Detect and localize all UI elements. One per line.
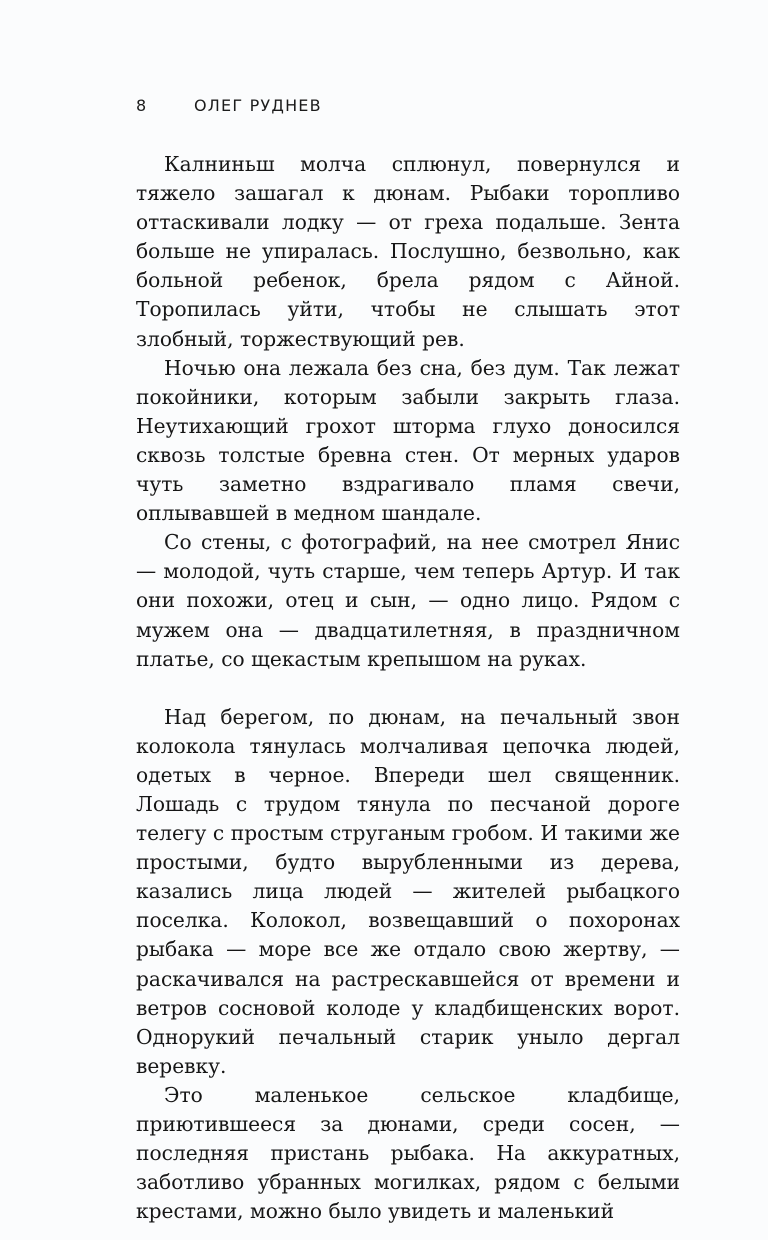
paragraph-2: Ночью она лежала без сна, без дум. Так лежат покойники, которым забыли закрыть глаза. Неутихающий грохот шторма глухо доносился сквозь толстые бревна стен. От мерных ударов чуть заметно вздрагивало пламя свечи, оплывавшей в медном шандале. [136, 355, 680, 526]
paragraph-1: Калниньш молча сплюнул, повернулся и тяжело зашагал к дюнам. Рыбаки торопливо оттаскивали лодку — от греха подальше. Зента больше не упиралась. Послушно, безвольно, как больной ребенок, брела рядом с Айной. Торопилась уйти, чтобы не слышать этот злобный, торжествующий рев. [136, 152, 680, 351]
paragraph-3: Со стены, с фотографий, на нее смотрел Янис — молодой, чуть старше, чем теперь Артур. И так они похожи, отец и сын, — одно лицо. Рядом с мужем она — двадцатилетняя, в праздничном платье, со щекастым крепышом на руках. [136, 530, 680, 671]
body-text [136, 150, 680, 1226]
section-break [136, 674, 680, 703]
paragraph-4: Над берегом, по дюнам, на печальный звон колокола тянулась молчаливая цепочка людей, одетых в черное. Впереди шел священник. Лошадь с трудом тянула по песчаной дороге телегу с простым струганым гробом. И такими же простыми, будто вырубленными из дерева, казались лица людей — жителей рыбацкого поселка. Колокол, возвещавший о похоронах рыбака — море все же отдало свою жертву, — раскачивался на растрескавшейся от времени и ветров сосновой колоде у кладбищенских ворот. Однорукий печальный старик уныло дергал веревку. [136, 704, 680, 1078]
page-number: 8 [136, 96, 148, 115]
author-name: ОЛЕГ РУДНЕВ [194, 96, 322, 115]
running-header [136, 96, 696, 118]
paragraph-5: Это маленькое сельское кладбище, приютившееся за дюнами, среди сосен, — последняя пристань рыбака. На аккуратных, заботливо убранных могилках, рядом с белыми крестами, можно было увидеть и маленький [136, 1082, 680, 1224]
